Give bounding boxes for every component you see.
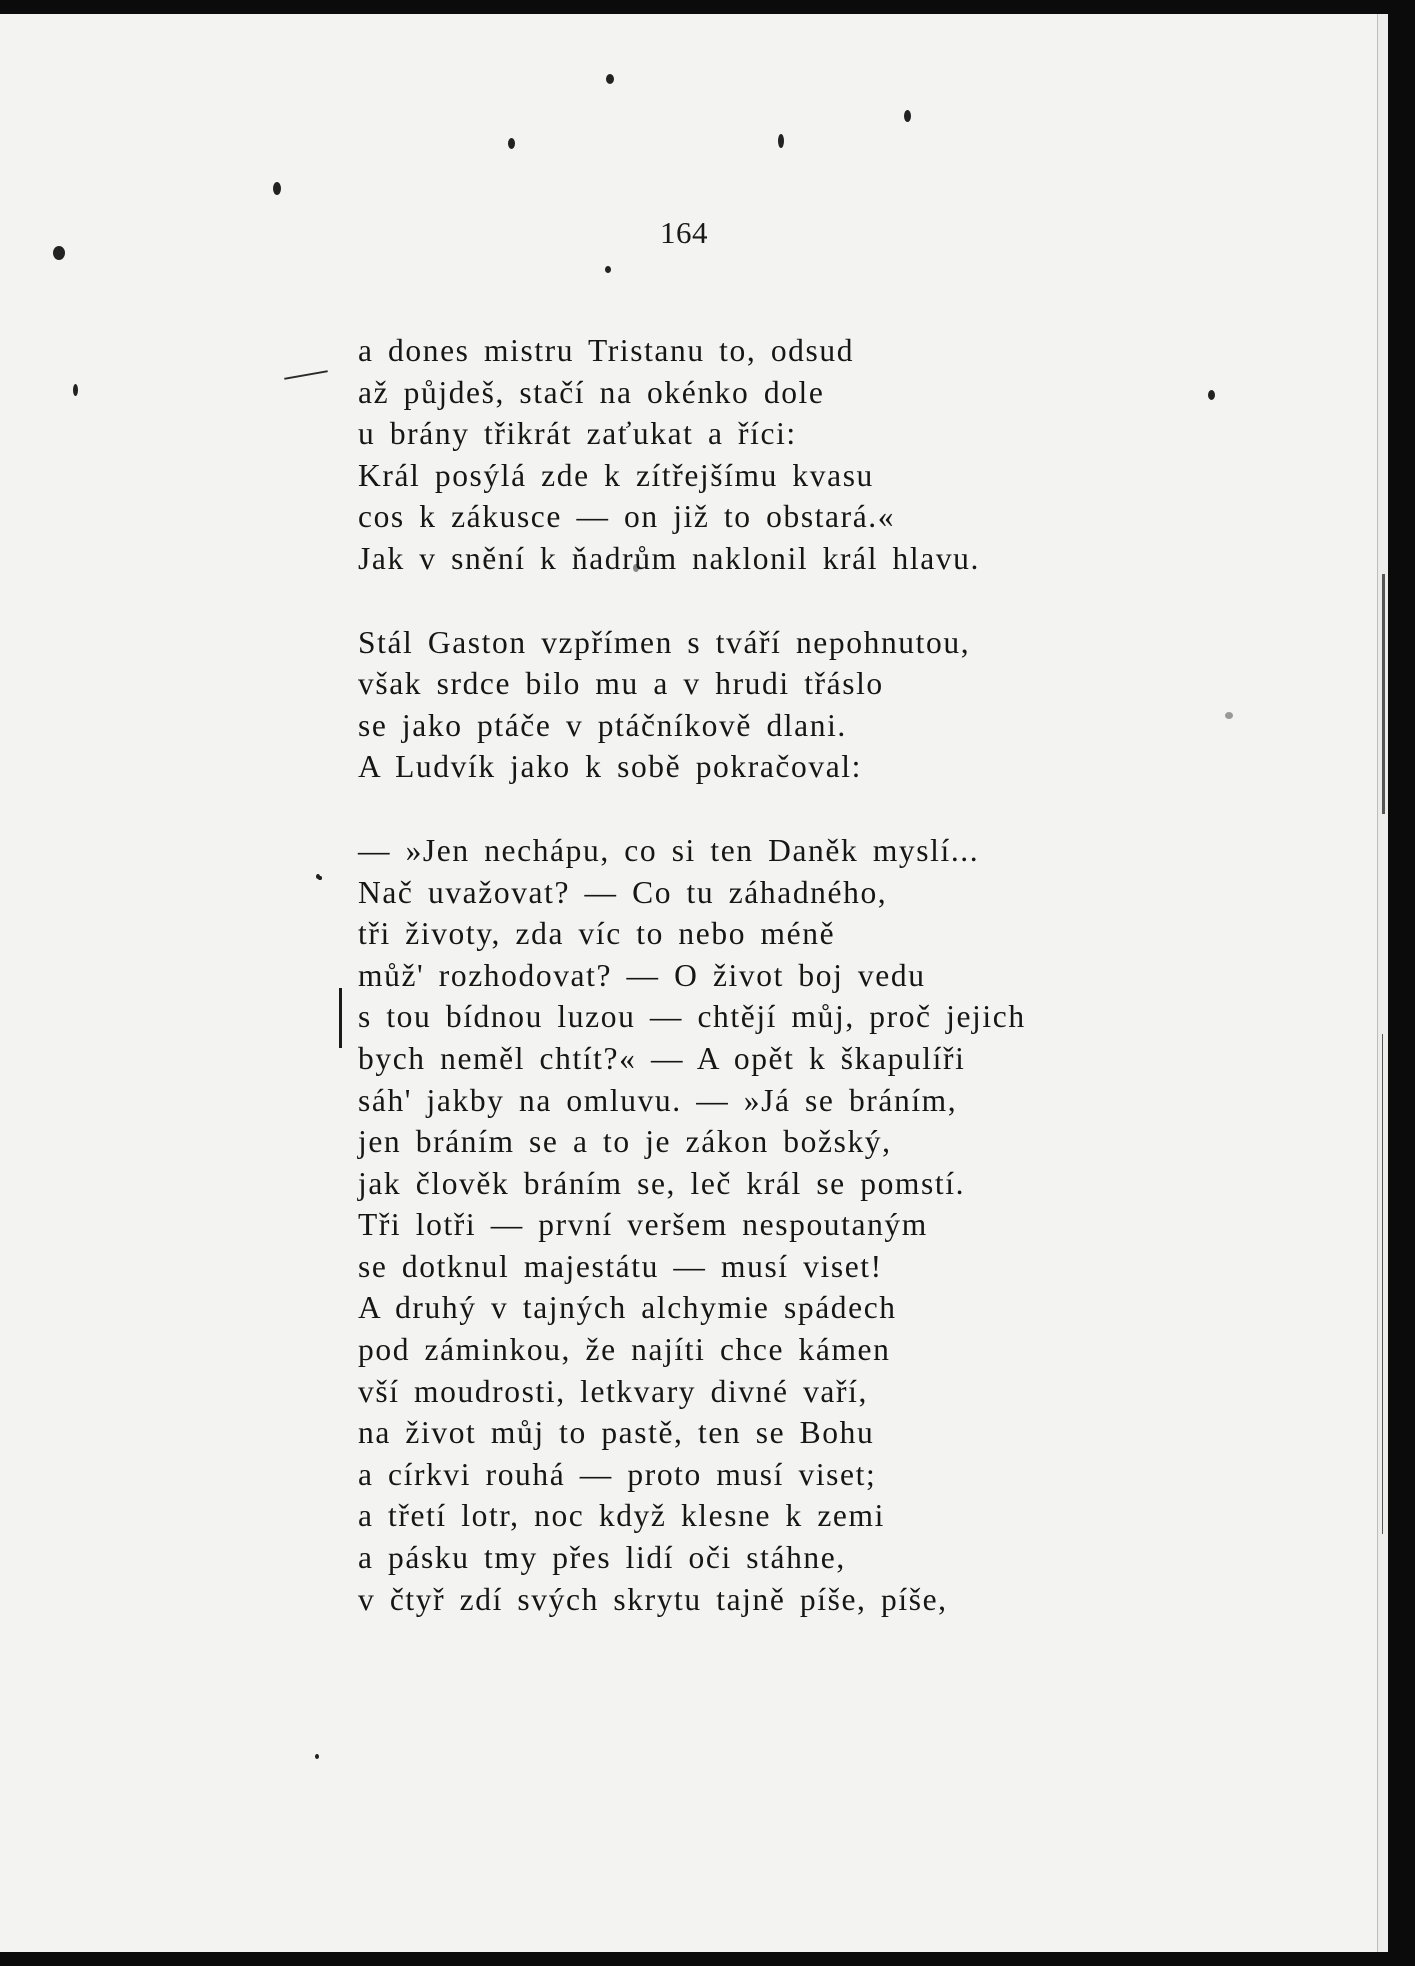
verse-line: u brány třikrát zaťukat a říci: (358, 416, 797, 452)
verse-line: sáh' jakby na omluvu. — »Já se bráním, (358, 1082, 958, 1118)
verse-line: v čtyř zdí svých skrytu tajně píše, píše, (358, 1581, 948, 1617)
scan-speck (605, 266, 611, 273)
verse-line: — »Jen nechápu, co si ten Daněk myslí... (358, 832, 980, 868)
stanza (358, 622, 1258, 788)
scan-speck (606, 74, 614, 84)
verse-line: Jak v snění k ňadrům naklonil král hlavu. (358, 540, 980, 576)
verse-line: a dones mistru Tristanu to, odsud (358, 333, 855, 368)
scan-speck (315, 1754, 319, 1759)
verse-line: s tou bídnou luzou — chtějí můj, proč jejich (358, 999, 1026, 1035)
verse-line: bych neměl chtít?« — A opět k škapulíři (358, 1040, 966, 1076)
verse-line: a třetí lotr, noc když klesne k zemi (358, 1498, 885, 1534)
verse-line: A Ludvík jako k sobě pokračoval: (358, 749, 862, 785)
verse-line: vší moudrosti, letkvary divné vaří, (358, 1373, 868, 1409)
verse-line: jak člověk bráním se, leč král se pomstí. (358, 1165, 966, 1201)
verse-line: a církvi rouhá — proto musí viset; (358, 1456, 877, 1492)
page-edge (1377, 14, 1388, 1952)
stanza (358, 830, 1258, 1620)
verse-line: však srdce bilo mu a v hrudi třáslo (358, 666, 884, 702)
verse-line: a pásku tmy přes lidí oči stáhne, (358, 1540, 846, 1576)
scan-speck (904, 110, 911, 122)
verse-line: A druhý v tajných alchymie spádech (358, 1290, 897, 1326)
scan-speck (508, 138, 515, 149)
verse-line: Stál Gaston vzpřímen s tváří nepohnutou, (358, 624, 971, 660)
margin-mark (284, 370, 328, 380)
verse-line: cos k zákusce — on již to obstará.« (358, 499, 896, 535)
verse-line: Král posýlá zde k zítřejšímu kvasu (358, 457, 874, 493)
edge-shadow-mark (1382, 1034, 1383, 1534)
scan-speck (778, 134, 784, 148)
scan-speck (273, 182, 281, 195)
scan-speck (73, 384, 78, 396)
verse-line: se jako ptáče v ptáčníkově dlani. (358, 707, 847, 743)
verse-line: Nač uvažovat? — Co tu záhadného, (358, 874, 888, 910)
stanza (358, 330, 1258, 580)
scan-speck (316, 874, 320, 879)
book-page (0, 14, 1388, 1952)
verse-line: se dotknul majestátu — musí viset! (358, 1248, 883, 1284)
edge-shadow-mark (1382, 574, 1385, 814)
scan-speck (53, 246, 65, 260)
margin-mark (339, 988, 342, 1048)
verse-line: můž' rozhodovat? — O život boj vedu (358, 957, 926, 993)
verse-line: jen bráním se a to je zákon božský, (358, 1124, 892, 1160)
verse-line: až půjdeš, stačí na okénko dole (358, 374, 825, 410)
poem-text (358, 330, 1258, 1662)
verse-line: pod záminkou, že najíti chce kámen (358, 1332, 891, 1368)
page-number: 164 (660, 215, 708, 250)
verse-line: tři životy, zda víc to nebo méně (358, 916, 836, 952)
verse-line: na život můj to pastě, ten se Bohu (358, 1415, 875, 1451)
verse-line: Tři lotři — první veršem nespoutaným (358, 1207, 928, 1243)
